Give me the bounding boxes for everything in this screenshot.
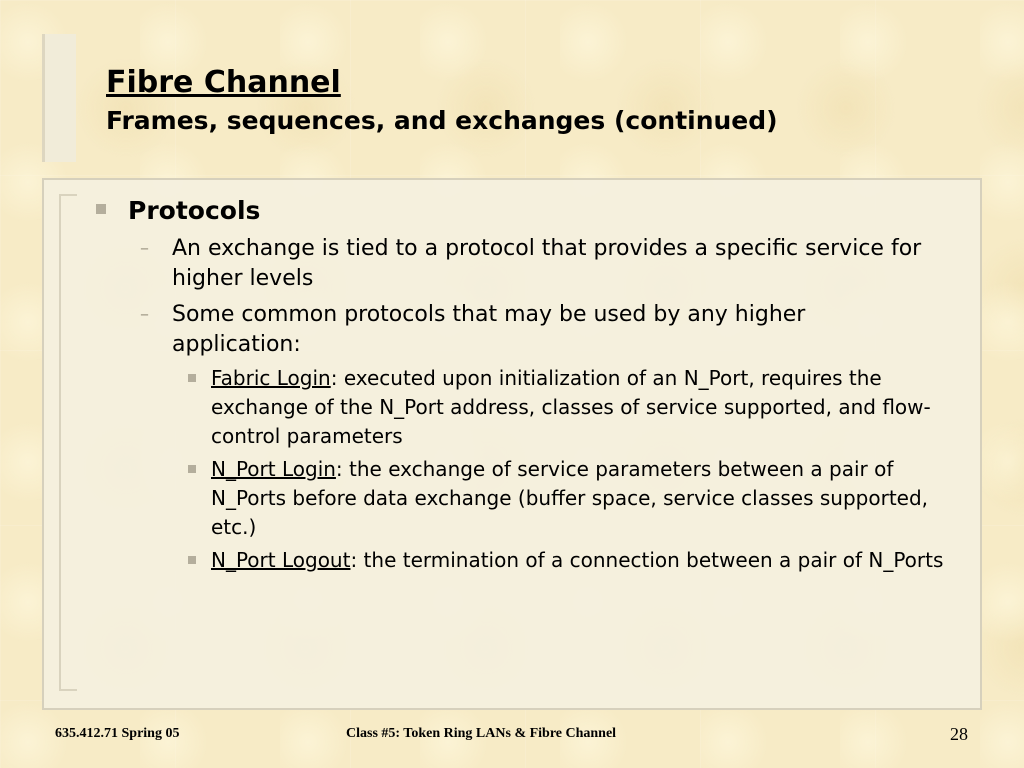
sub-item-text: An exchange is tied to a protocol that provides a specific service for higher levels	[172, 236, 922, 291]
slide-content	[96, 194, 966, 575]
square-bullet-icon	[96, 204, 106, 214]
sub-item	[140, 300, 966, 360]
sub-sub-item-nport-login	[188, 455, 966, 542]
sub-sub-item-fabric-login	[188, 364, 966, 451]
title-accent-bar	[42, 34, 76, 162]
bullet-text: Protocols	[128, 196, 261, 225]
slide-title: Fibre Channel	[106, 65, 341, 100]
sub-sub-item-nport-logout	[188, 546, 966, 575]
desc-fabric-login: : executed upon initialization of an N_Port, requires the exchange of the N_Port address, classes of service supported, and flow-control parameters	[211, 366, 931, 448]
footer-course: 635.412.71 Spring 05	[55, 726, 180, 741]
slide-subtitle: Frames, sequences, and exchanges (continued)	[106, 106, 778, 135]
desc-nport-login: : the exchange of service parameters between a pair of N_Ports before data exchange (buffer space, service classes supported, etc.)	[211, 457, 929, 539]
bullet-item	[96, 194, 966, 228]
square-bullet-icon	[188, 465, 196, 473]
footer-class-title: Class #5: Token Ring LANs & Fibre Channel	[346, 726, 617, 741]
term-nport-login: N_Port Login	[211, 457, 336, 481]
square-bullet-icon	[188, 374, 196, 382]
dash-bullet-icon: –	[140, 304, 149, 325]
dash-bullet-icon: –	[140, 238, 149, 259]
term-fabric-login: Fabric Login	[211, 366, 331, 390]
sub-sub-item-text	[211, 546, 956, 575]
desc-nport-logout: : the termination of a connection between a pair of N_Ports	[350, 548, 944, 572]
content-accent-bar	[59, 194, 77, 691]
sub-sub-item-text	[211, 364, 956, 451]
square-bullet-icon	[188, 556, 196, 564]
page-number: 28	[950, 724, 968, 744]
sub-item-text: Some common protocols that may be used by any higher application:	[172, 302, 806, 357]
sub-item	[140, 234, 966, 294]
sub-sub-item-text	[211, 455, 956, 542]
term-nport-logout: N_Port Logout	[211, 548, 351, 572]
